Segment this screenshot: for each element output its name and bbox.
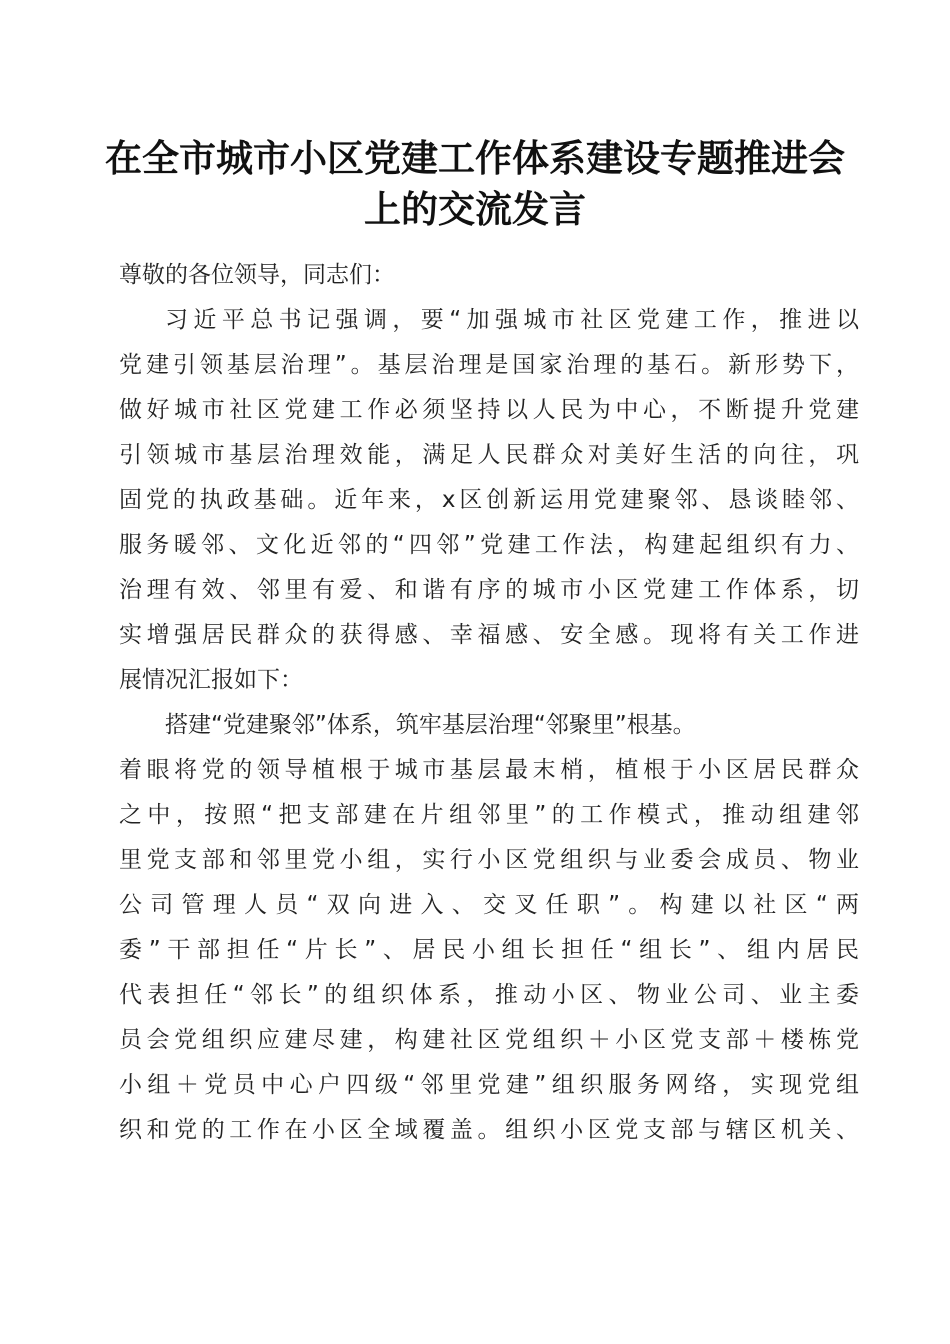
body-line: 服务暖邻、文化近邻的“四邻”党建工作法，构建起组织有力、 [119, 532, 859, 558]
body-line: 展情况汇报如下： [119, 667, 303, 693]
body-line: 引领城市基层治理效能，满足人民群众对美好生活的向往，巩 [119, 442, 859, 468]
document-title-line-1: 在全市城市小区党建工作体系建设专题推进会 [105, 136, 845, 180]
body-line: 公司管理人员“双向进入、交叉任职”。构建以社区“两 [119, 892, 859, 918]
body-line: 党建引领基层治理”。基层治理是国家治理的基石。新形势下， [119, 352, 859, 378]
body-line: 之中，按照“把支部建在片组邻里”的工作模式，推动组建邻 [119, 802, 859, 828]
body-line: 实增强居民群众的获得感、幸福感、安全感。现将有关工作进 [119, 622, 859, 648]
body-line: 着眼将党的领导植根于城市基层最末梢，植根于小区居民群众 [119, 757, 859, 783]
document-body [119, 253, 859, 1153]
body-line: 委”干部担任“片长”、居民小组长担任“组长”、组内居民 [119, 937, 859, 963]
body-line: 员会党组织应建尽建，构建社区党组织＋小区党支部＋楼栋党 [119, 1027, 859, 1053]
document-title-line-2: 上的交流发言 [364, 187, 586, 231]
body-line: 里党支部和邻里党小组，实行小区党组织与业委会成员、物业 [119, 847, 859, 873]
body-line: 织和党的工作在小区全域覆盖。组织小区党支部与辖区机关、 [119, 1117, 859, 1143]
salutation: 尊敬的各位领导，同志们： [119, 262, 395, 288]
body-line: 固党的执政基础。近年来，x区创新运用党建聚邻、恳谈睦邻、 [119, 487, 859, 513]
body-line: 做好城市社区党建工作必须坚持以人民为中心，不断提升党建 [119, 397, 859, 423]
body-line: 小组＋党员中心户四级“邻里党建”组织服务网络，实现党组 [119, 1072, 859, 1098]
body-line: 代表担任“邻长”的组织体系，推动小区、物业公司、业主委 [119, 982, 859, 1008]
body-line: 习近平总书记强调，要“加强城市社区党建工作，推进以 [165, 307, 859, 333]
section-heading-line: 搭建“党建聚邻”体系，筑牢基层治理“邻聚里”根基。 [165, 712, 696, 738]
body-line: 治理有效、邻里有爱、和谐有序的城市小区党建工作体系，切 [119, 577, 859, 603]
